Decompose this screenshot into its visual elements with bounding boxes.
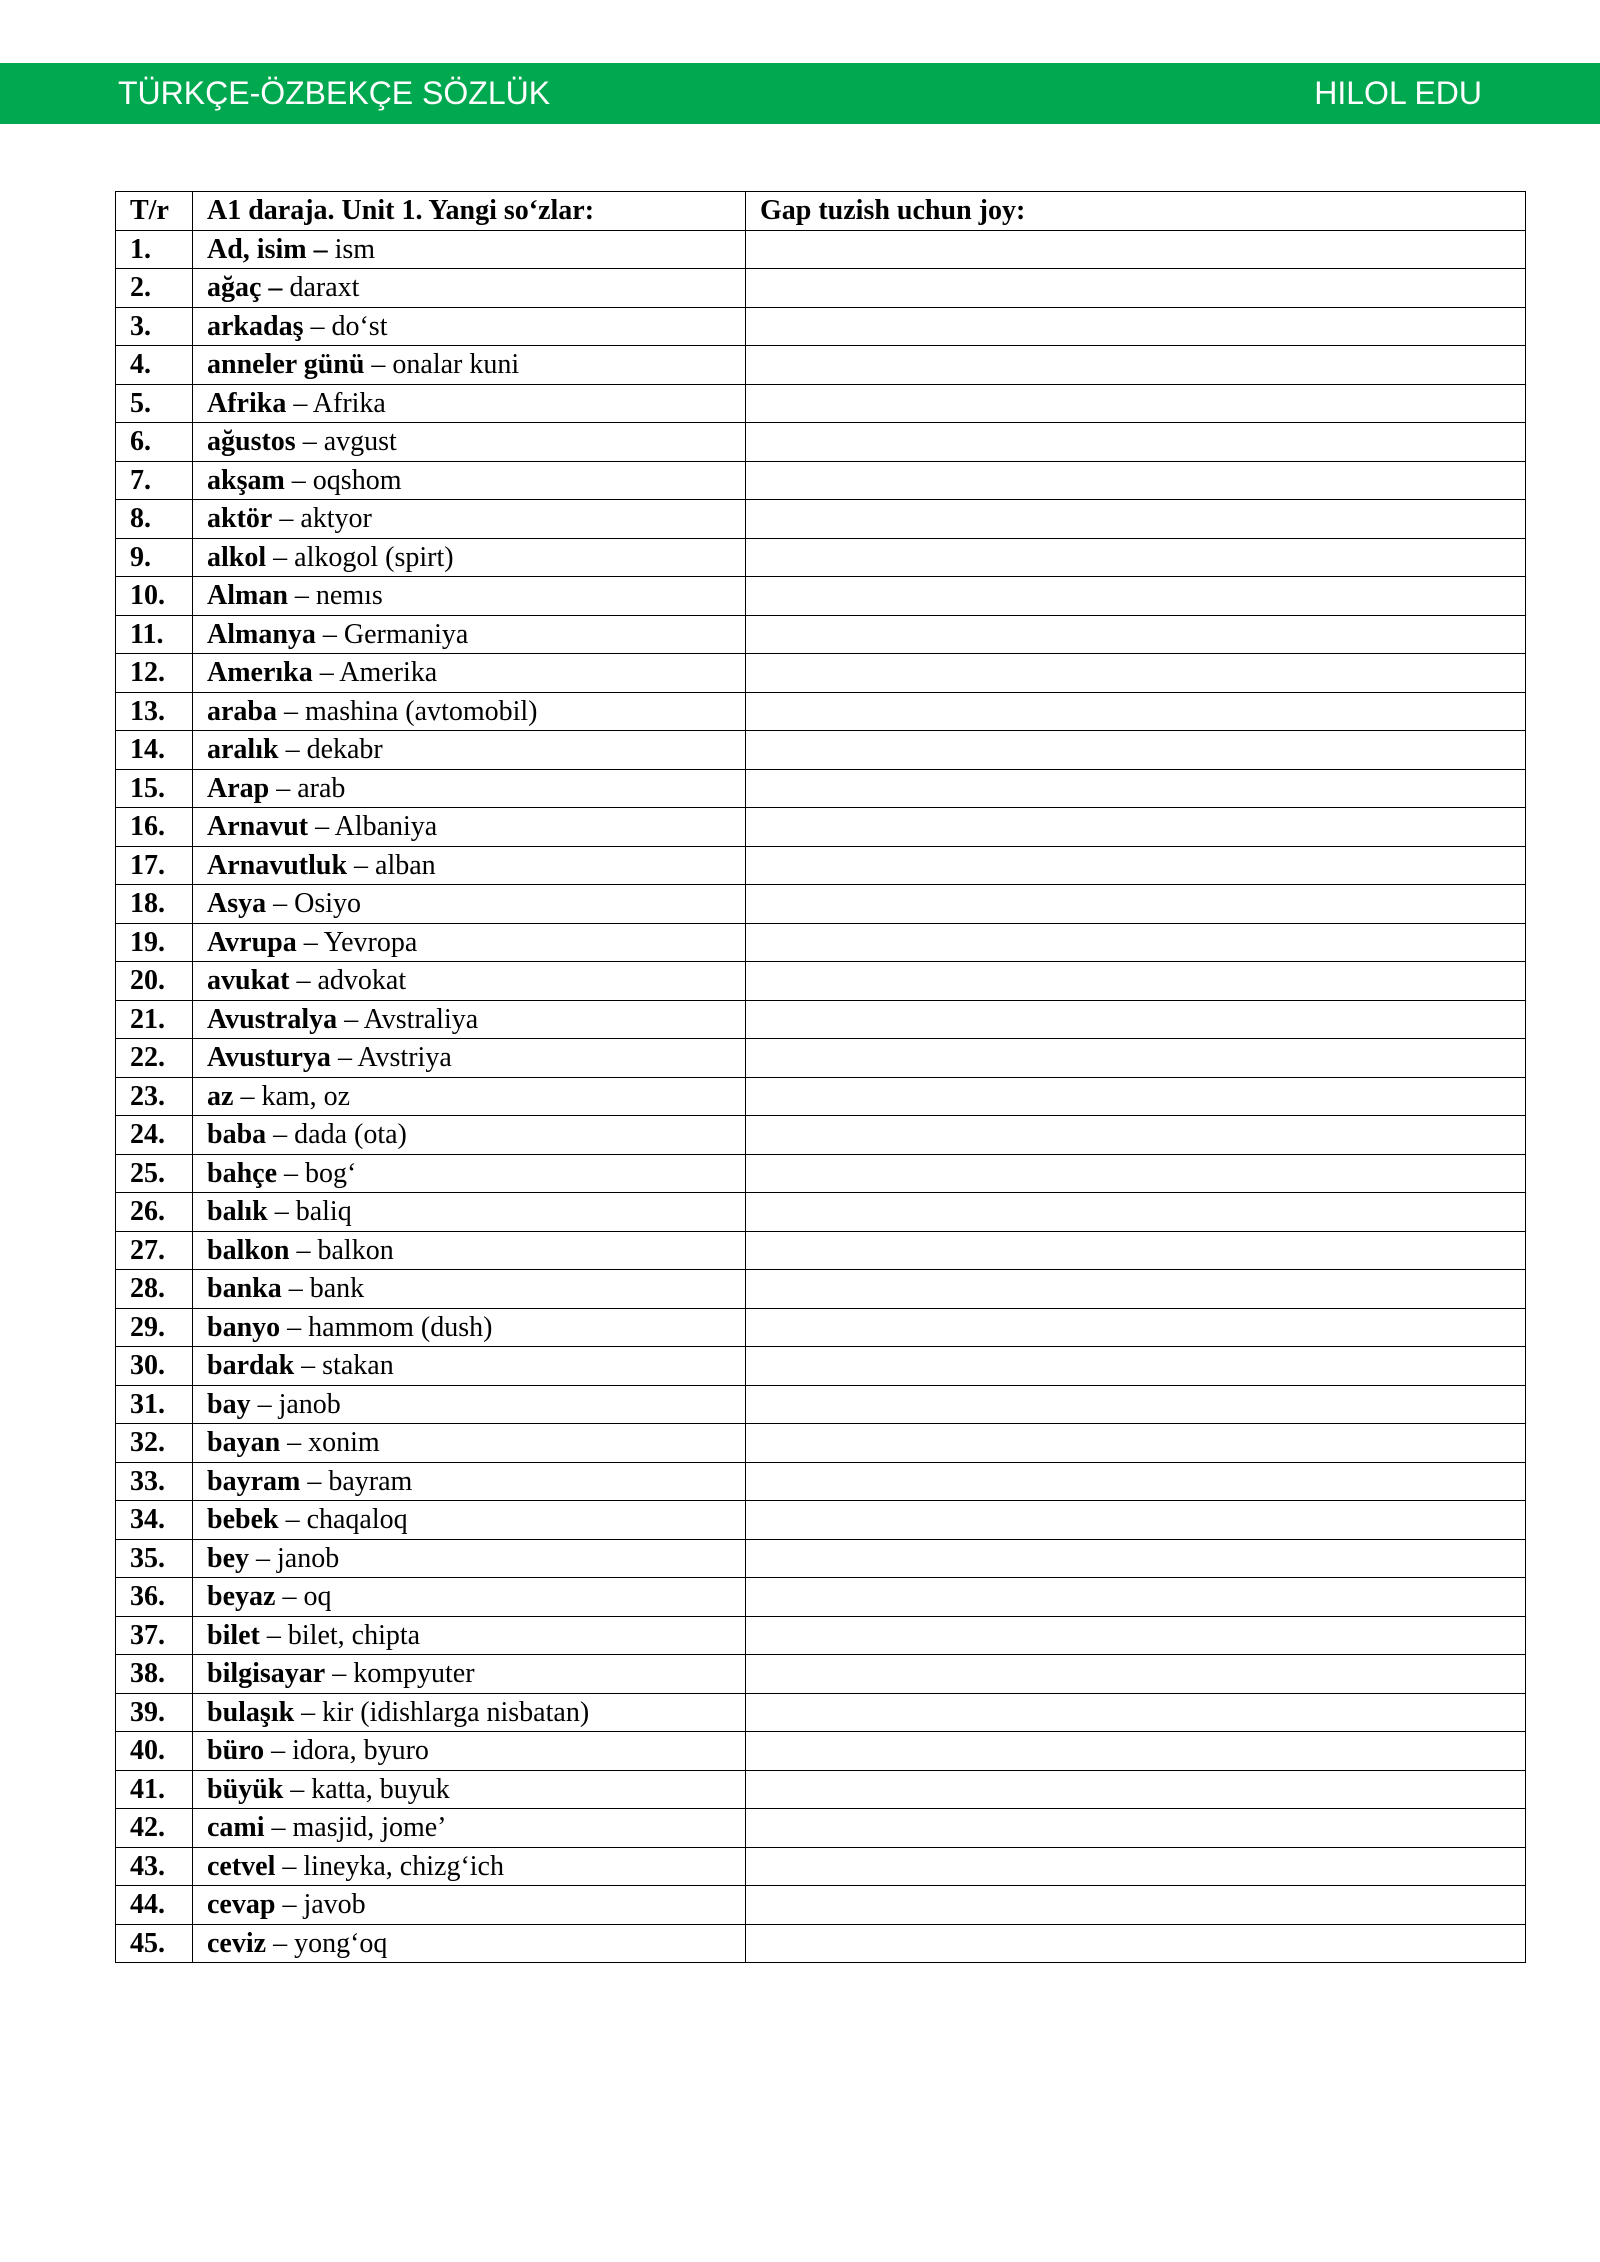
sentence-space-cell[interactable] <box>746 423 1526 462</box>
turkish-word: banka <box>207 1273 282 1305</box>
table-row <box>116 1693 1526 1732</box>
table-row <box>116 808 1526 847</box>
word-entry <box>193 538 746 577</box>
turkish-word: Arnavut <box>207 811 309 843</box>
uzbek-meaning: – mashina (avtomobil) <box>277 695 538 727</box>
table-row <box>116 1578 1526 1617</box>
sentence-space-cell[interactable] <box>746 1655 1526 1694</box>
row-number: 35. <box>116 1539 193 1578</box>
sentence-space-cell[interactable] <box>746 1539 1526 1578</box>
uzbek-meaning: – kompyuter <box>325 1658 475 1690</box>
uzbek-meaning: – avgust <box>295 426 397 458</box>
word-entry <box>193 1154 746 1193</box>
sentence-space-cell[interactable] <box>746 1000 1526 1039</box>
row-number: 34. <box>116 1501 193 1540</box>
uzbek-meaning: – balkon <box>289 1234 394 1266</box>
uzbek-meaning: – janob <box>249 1542 340 1574</box>
sentence-space-cell[interactable] <box>746 461 1526 500</box>
turkish-word: Ad, isim – <box>207 233 328 265</box>
row-number: 39. <box>116 1693 193 1732</box>
word-entry <box>193 269 746 308</box>
row-number: 16. <box>116 808 193 847</box>
sentence-space-cell[interactable] <box>746 1693 1526 1732</box>
table-row <box>116 1000 1526 1039</box>
turkish-word: bey <box>207 1542 249 1574</box>
sentence-space-cell[interactable] <box>746 1501 1526 1540</box>
uzbek-meaning: – javob <box>275 1889 366 1921</box>
row-number: 10. <box>116 577 193 616</box>
word-entry <box>193 1655 746 1694</box>
turkish-word: Afrika <box>207 387 287 419</box>
sentence-space-cell[interactable] <box>746 1924 1526 1963</box>
turkish-word: Arap <box>207 772 270 804</box>
sentence-space-cell[interactable] <box>746 1886 1526 1925</box>
word-entry <box>193 654 746 693</box>
row-number: 30. <box>116 1347 193 1386</box>
sentence-space-cell[interactable] <box>746 500 1526 539</box>
word-entry <box>193 1116 746 1155</box>
table-row <box>116 1655 1526 1694</box>
row-number: 15. <box>116 769 193 808</box>
row-number: 26. <box>116 1193 193 1232</box>
turkish-word: bilgisayar <box>207 1658 326 1690</box>
sentence-space-cell[interactable] <box>746 692 1526 731</box>
table-row <box>116 1154 1526 1193</box>
row-number: 29. <box>116 1308 193 1347</box>
word-entry <box>193 1424 746 1463</box>
turkish-word: avukat <box>207 965 290 997</box>
table-row <box>116 269 1526 308</box>
turkish-word: balık <box>207 1196 268 1228</box>
sentence-space-cell[interactable] <box>746 1154 1526 1193</box>
turkish-word: Arnavutluk <box>207 849 348 881</box>
row-number: 45. <box>116 1924 193 1963</box>
table-row <box>116 1039 1526 1078</box>
word-entry <box>193 1231 746 1270</box>
table-row <box>116 577 1526 616</box>
uzbek-meaning: – lineyka, chizg‘ich <box>275 1850 504 1882</box>
word-entry <box>193 692 746 731</box>
turkish-word: bay <box>207 1388 251 1420</box>
sentence-space-cell[interactable] <box>746 731 1526 770</box>
row-number: 11. <box>116 615 193 654</box>
row-number: 14. <box>116 731 193 770</box>
row-number: 41. <box>116 1770 193 1809</box>
row-number: 12. <box>116 654 193 693</box>
row-number: 4. <box>116 346 193 385</box>
word-entry <box>193 577 746 616</box>
row-number: 27. <box>116 1231 193 1270</box>
uzbek-meaning: – idora, byuro <box>264 1735 429 1767</box>
uzbek-meaning: – kir (idishlarga nisbatan) <box>294 1696 590 1728</box>
word-entry <box>193 1578 746 1617</box>
table-row <box>116 654 1526 693</box>
turkish-word: alkol <box>207 541 267 573</box>
word-entry <box>193 1462 746 1501</box>
row-number: 8. <box>116 500 193 539</box>
word-entry <box>193 1616 746 1655</box>
sentence-space-cell[interactable] <box>746 846 1526 885</box>
table-row <box>116 1308 1526 1347</box>
row-number: 22. <box>116 1039 193 1078</box>
table-row <box>116 962 1526 1001</box>
sentence-space-cell[interactable] <box>746 269 1526 308</box>
table-row <box>116 384 1526 423</box>
word-entry <box>193 1847 746 1886</box>
sentence-space-cell[interactable] <box>746 230 1526 269</box>
uzbek-meaning: ism <box>327 233 376 265</box>
row-number: 18. <box>116 885 193 924</box>
row-number: 32. <box>116 1424 193 1463</box>
sentence-space-cell[interactable] <box>746 1616 1526 1655</box>
table-row <box>116 538 1526 577</box>
word-entry <box>193 1077 746 1116</box>
turkish-word: ağustos <box>207 426 296 458</box>
word-entry <box>193 1770 746 1809</box>
sentence-space-cell[interactable] <box>746 1308 1526 1347</box>
turkish-word: büro <box>207 1735 265 1767</box>
table-row <box>116 1077 1526 1116</box>
table-row <box>116 1116 1526 1155</box>
uzbek-meaning: – Osiyo <box>266 888 362 920</box>
uzbek-meaning: – Afrika <box>286 387 386 419</box>
row-number: 44. <box>116 1886 193 1925</box>
turkish-word: aktör <box>207 503 273 535</box>
turkish-word: balkon <box>207 1234 290 1266</box>
row-number: 40. <box>116 1732 193 1771</box>
word-entry <box>193 307 746 346</box>
uzbek-meaning: – Albaniya <box>308 811 438 843</box>
turkish-word: arkadaş <box>207 310 304 342</box>
uzbek-meaning: – janob <box>250 1388 341 1420</box>
turkish-word: Avusturya <box>207 1042 331 1074</box>
sentence-space-cell[interactable] <box>746 654 1526 693</box>
row-number: 5. <box>116 384 193 423</box>
table-row <box>116 307 1526 346</box>
turkish-word: az <box>207 1080 234 1112</box>
uzbek-meaning: – onalar kuni <box>364 349 520 381</box>
word-entry <box>193 885 746 924</box>
uzbek-meaning: – Amerika <box>312 657 438 689</box>
turkish-word: Asya <box>207 888 267 920</box>
row-number: 25. <box>116 1154 193 1193</box>
table-row <box>116 1385 1526 1424</box>
table-row <box>116 423 1526 462</box>
uzbek-meaning: – do‘st <box>303 310 388 342</box>
turkish-word: bayram <box>207 1465 301 1497</box>
table-row <box>116 346 1526 385</box>
uzbek-meaning: – bank <box>281 1273 365 1305</box>
turkish-word: cetvel <box>207 1850 276 1882</box>
turkish-word: Avustralya <box>207 1003 338 1035</box>
word-entry <box>193 423 746 462</box>
word-entry <box>193 1539 746 1578</box>
table-row <box>116 1886 1526 1925</box>
sentence-space-cell[interactable] <box>746 577 1526 616</box>
word-entry <box>193 1308 746 1347</box>
word-entry <box>193 962 746 1001</box>
table-row <box>116 1231 1526 1270</box>
word-entry <box>193 461 746 500</box>
word-entry <box>193 346 746 385</box>
uzbek-meaning: – advokat <box>289 965 407 997</box>
uzbek-meaning: – nemıs <box>287 580 383 612</box>
word-entry <box>193 500 746 539</box>
row-number: 17. <box>116 846 193 885</box>
word-entry <box>193 731 746 770</box>
turkish-word: beyaz <box>207 1581 276 1613</box>
sentence-space-cell[interactable] <box>746 384 1526 423</box>
word-entry <box>193 1347 746 1386</box>
uzbek-meaning: – chaqaloq <box>278 1504 408 1536</box>
turkish-word: Almanya <box>207 618 316 650</box>
turkish-word: aralık <box>207 734 279 766</box>
word-entry <box>193 384 746 423</box>
table-row <box>116 1462 1526 1501</box>
table-row <box>116 692 1526 731</box>
sentence-space-cell[interactable] <box>746 1039 1526 1078</box>
table-row <box>116 1347 1526 1386</box>
table-row <box>116 1616 1526 1655</box>
turkish-word: araba <box>207 695 277 727</box>
table-row <box>116 1770 1526 1809</box>
uzbek-meaning: – dada (ota) <box>266 1119 407 1151</box>
turkish-word: cami <box>207 1812 265 1844</box>
table-row <box>116 500 1526 539</box>
uzbek-meaning: – stakan <box>294 1350 394 1382</box>
turkish-word: baba <box>207 1119 267 1151</box>
table-row <box>116 1501 1526 1540</box>
uzbek-meaning: – oq <box>275 1581 332 1613</box>
row-number: 36. <box>116 1578 193 1617</box>
row-number: 28. <box>116 1270 193 1309</box>
word-entry <box>193 769 746 808</box>
uzbek-meaning: – alkogol (spirt) <box>266 541 454 573</box>
sentence-space-cell[interactable] <box>746 307 1526 346</box>
table-row <box>116 1924 1526 1963</box>
word-entry <box>193 1886 746 1925</box>
sentence-space-cell[interactable] <box>746 1732 1526 1771</box>
word-entry <box>193 1693 746 1732</box>
uzbek-meaning: – yong‘oq <box>266 1927 388 1959</box>
uzbek-meaning: – Yevropa <box>296 926 418 958</box>
word-entry <box>193 1193 746 1232</box>
row-number: 2. <box>116 269 193 308</box>
row-number: 37. <box>116 1616 193 1655</box>
word-entry <box>193 1732 746 1771</box>
header-bar <box>0 63 1600 124</box>
word-entry <box>193 1501 746 1540</box>
row-number: 19. <box>116 923 193 962</box>
turkish-word: büyük <box>207 1773 284 1805</box>
row-number: 6. <box>116 423 193 462</box>
uzbek-meaning: – hammom (dush) <box>280 1311 493 1343</box>
sentence-space-cell[interactable] <box>746 1347 1526 1386</box>
table-row <box>116 731 1526 770</box>
turkish-word: bardak <box>207 1350 295 1382</box>
table-row <box>116 461 1526 500</box>
turkish-word: banyo <box>207 1311 281 1343</box>
table-row <box>116 1539 1526 1578</box>
uzbek-meaning: – dekabr <box>278 734 383 766</box>
sentence-space-cell[interactable] <box>746 1462 1526 1501</box>
uzbek-meaning: – masjid, jome’ <box>264 1812 447 1844</box>
word-entry <box>193 923 746 962</box>
turkish-word: ağaç – <box>207 272 283 304</box>
row-number: 20. <box>116 962 193 1001</box>
row-number: 13. <box>116 692 193 731</box>
sentence-space-cell[interactable] <box>746 1077 1526 1116</box>
table-row <box>116 885 1526 924</box>
row-number: 1. <box>116 230 193 269</box>
row-number: 31. <box>116 1385 193 1424</box>
turkish-word: bilet <box>207 1619 260 1651</box>
table-row <box>116 1193 1526 1232</box>
sentence-space-cell[interactable] <box>746 1847 1526 1886</box>
table-row <box>116 1270 1526 1309</box>
turkish-word: Avrupa <box>207 926 297 958</box>
sentence-space-cell[interactable] <box>746 538 1526 577</box>
page-title: TÜRKÇE-ÖZBEKÇE SÖZLÜK <box>118 75 551 111</box>
uzbek-meaning: – oqshom <box>284 464 402 496</box>
uzbek-meaning: – bog‘ <box>277 1157 357 1189</box>
word-entry <box>193 615 746 654</box>
word-entry <box>193 846 746 885</box>
turkish-word: cevap <box>207 1889 276 1921</box>
sentence-space-cell[interactable] <box>746 615 1526 654</box>
sentence-space-cell[interactable] <box>746 1270 1526 1309</box>
sentence-space-cell[interactable] <box>746 808 1526 847</box>
sentence-space-cell[interactable] <box>746 346 1526 385</box>
uzbek-meaning: – alban <box>347 849 436 881</box>
turkish-word: bulaşık <box>207 1696 295 1728</box>
uzbek-meaning: – Germaniya <box>315 618 469 650</box>
word-entry <box>193 1039 746 1078</box>
header-number: T/r <box>116 192 193 231</box>
turkish-word: Amerıka <box>207 657 313 689</box>
sentence-space-cell[interactable] <box>746 1770 1526 1809</box>
sentence-space-cell[interactable] <box>746 962 1526 1001</box>
word-entry <box>193 808 746 847</box>
row-number: 24. <box>116 1116 193 1155</box>
uzbek-meaning: – arab <box>269 772 346 804</box>
vocabulary-table <box>115 191 1526 1963</box>
word-entry <box>193 230 746 269</box>
uzbek-meaning: – katta, buyuk <box>283 1773 450 1805</box>
table-row <box>116 615 1526 654</box>
word-entry <box>193 1924 746 1963</box>
table-row <box>116 1847 1526 1886</box>
row-number: 33. <box>116 1462 193 1501</box>
row-number: 7. <box>116 461 193 500</box>
turkish-word: bayan <box>207 1427 281 1459</box>
row-number: 43. <box>116 1847 193 1886</box>
turkish-word: ceviz <box>207 1927 267 1959</box>
word-entry <box>193 1270 746 1309</box>
row-number: 3. <box>116 307 193 346</box>
brand-name: HILOL EDU <box>1314 75 1482 111</box>
header-new-words: A1 daraja. Unit 1. Yangi so‘zlar: <box>193 192 746 231</box>
table-row <box>116 1732 1526 1771</box>
table-row <box>116 923 1526 962</box>
uzbek-meaning: – Avstraliya <box>337 1003 479 1035</box>
word-entry <box>193 1385 746 1424</box>
row-number: 42. <box>116 1809 193 1848</box>
uzbek-meaning: – xonim <box>280 1427 380 1459</box>
sentence-space-cell[interactable] <box>746 1193 1526 1232</box>
uzbek-meaning: – kam, oz <box>233 1080 351 1112</box>
turkish-word: akşam <box>207 464 285 496</box>
word-entry <box>193 1000 746 1039</box>
table-row <box>116 230 1526 269</box>
sentence-space-cell[interactable] <box>746 769 1526 808</box>
uzbek-meaning: – baliq <box>267 1196 352 1228</box>
uzbek-meaning: – Avstriya <box>330 1042 452 1074</box>
sentence-space-cell[interactable] <box>746 1116 1526 1155</box>
row-number: 9. <box>116 538 193 577</box>
uzbek-meaning: daraxt <box>282 272 360 304</box>
sentence-space-cell[interactable] <box>746 1578 1526 1617</box>
header-sentence-space: Gap tuzish uchun joy: <box>746 192 1526 231</box>
row-number: 23. <box>116 1077 193 1116</box>
row-number: 21. <box>116 1000 193 1039</box>
table-row <box>116 1809 1526 1848</box>
sentence-space-cell[interactable] <box>746 1231 1526 1270</box>
table-row <box>116 846 1526 885</box>
word-entry <box>193 1809 746 1848</box>
sentence-space-cell[interactable] <box>746 1809 1526 1848</box>
sentence-space-cell[interactable] <box>746 885 1526 924</box>
turkish-word: Alman <box>207 580 288 612</box>
sentence-space-cell[interactable] <box>746 1424 1526 1463</box>
uzbek-meaning: – aktyor <box>272 503 372 535</box>
turkish-word: bahçe <box>207 1157 277 1189</box>
table-row <box>116 769 1526 808</box>
uzbek-meaning: – bayram <box>300 1465 413 1497</box>
sentence-space-cell[interactable] <box>746 1385 1526 1424</box>
turkish-word: bebek <box>207 1504 279 1536</box>
table-row <box>116 1424 1526 1463</box>
sentence-space-cell[interactable] <box>746 923 1526 962</box>
vocabulary-rows <box>116 230 1526 1963</box>
uzbek-meaning: – bilet, chipta <box>259 1619 421 1651</box>
table-header-row <box>116 192 1526 231</box>
row-number: 38. <box>116 1655 193 1694</box>
turkish-word: anneler günü <box>207 349 365 381</box>
